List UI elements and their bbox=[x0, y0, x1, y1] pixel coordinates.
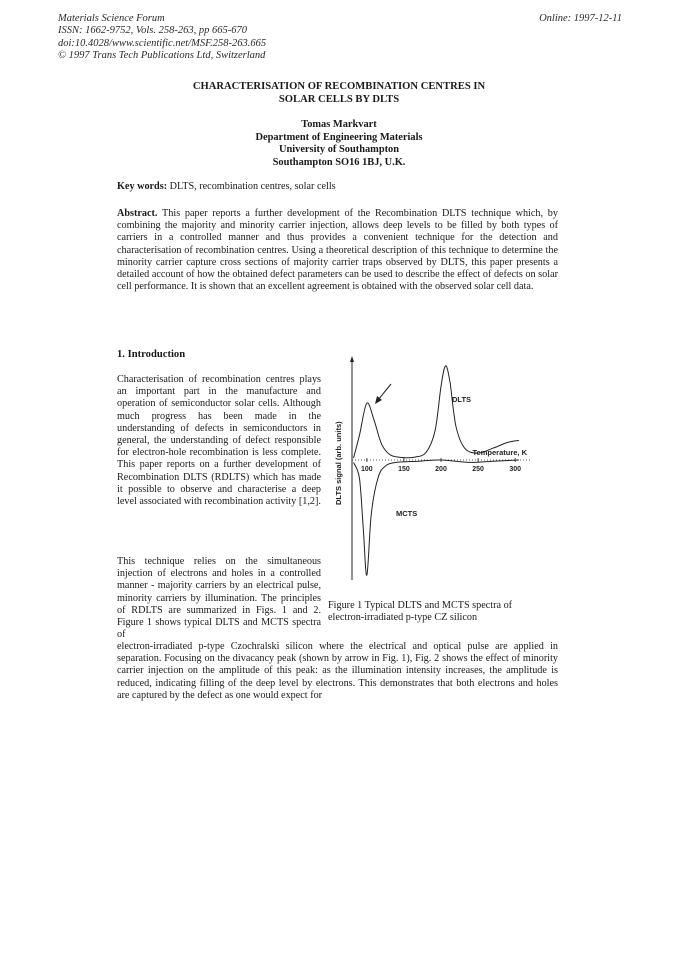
abstract-text: This paper reports a further development of the Recombination DLTS technique which, by combining the majority and minority carrier injection, allows deep levels to be filled by both types of carriers in a controlled manner and thus provides a convenient technique for the detection and characterisation of recombination centres. Using a theoretical description of this technique to determine the minority carrier capture cross sections of majority carrier traps observed by DLTS, this paper presents a detailed account of how the obtained defect parameters can be used to describe the effect of defects on solar cell performance. It is shown that an excellent agreement is obtained with the observed solar cell data. bbox=[117, 208, 558, 293]
issn-line: ISSN: 1662-9752, Vols. 258-263, pp 665-670 bbox=[58, 25, 247, 37]
x-tick-label-100: 100 bbox=[360, 466, 373, 473]
mcts-label: MCTS bbox=[396, 509, 418, 518]
section-heading bbox=[117, 349, 185, 360]
affiliation-dept: Department of Engineering Materials bbox=[255, 131, 423, 143]
intro-paragraph-2b: electron-irradiated p-type Czochralski silicon where the electrical and optical pulse are applied in separation. Focusing on the divacancy peak (shown by arrow in Fig. 1), Fig. 2 shows the effect of minority carrier injection on the amplitude of this peak: as the illumination intensity increases, the amplitude is reduced, indicating filling of the deep level by electrons. This demonstrates that both electrons and holes are captured by the defect as one would expect for bbox=[117, 641, 558, 701]
keywords-text: DLTS, recombination centres, solar cells bbox=[169, 181, 336, 192]
author-name: Tomas Markvart bbox=[301, 119, 377, 130]
online-date: Online: 1997-12-11 bbox=[539, 13, 622, 24]
copyright-line: © 1997 Trans Tech Publications Ltd, Switzerland bbox=[58, 49, 266, 61]
keywords bbox=[117, 181, 557, 193]
intro-paragraph-1: Characterisation of recombination centres plays an important part in the manufacture and operation of semiconductor solar cells. Although much progress has been made in the understanding of defects in semiconductors in general, the understanding of defect responsible for electron-hole recombination is less complete. This paper reports on a further development of Recombination DLTS (RDLTS) which has made it possible to observe and characterise a deep level associated with recombination activity [1,2]. bbox=[117, 374, 321, 508]
dlts-label: DLTS bbox=[452, 395, 472, 404]
section-title: Introduction bbox=[127, 349, 186, 360]
paper-title bbox=[0, 80, 678, 106]
section-number: 1. bbox=[117, 349, 125, 360]
title-line-1: CHARACTERISATION OF RECOMBINATION CENTRES IN bbox=[192, 81, 486, 92]
intro-paragraph-2a: This technique relies on the simultaneous injection of electrons and holes in a controlled manner - majority carriers by an electrical pulse, minority carriers by illumination. The principles of RDLTS are summarized in Figs. 1 and 2. Figure 1 shows typical DLTS and MCTS spectra of bbox=[117, 556, 321, 641]
divacancy-arrow-shaft bbox=[378, 384, 391, 400]
dlts-series-line bbox=[354, 366, 519, 458]
y-axis-arrowhead bbox=[350, 356, 354, 362]
mcts-series-line bbox=[354, 460, 522, 575]
journal-name: Materials Science Forum bbox=[58, 13, 165, 24]
x-tick-label-150: 150 bbox=[398, 466, 410, 473]
doi-line: doi:10.4028/www.scientific.net/MSF.258-263.665 bbox=[58, 37, 267, 49]
abstract-label: Abstract. bbox=[117, 208, 158, 219]
author-block bbox=[0, 119, 678, 169]
affiliation-university: University of Southampton bbox=[278, 144, 400, 156]
keywords-label: Key words: bbox=[117, 181, 168, 192]
x-tick-label-300: 300 bbox=[509, 466, 522, 473]
divacancy-arrowhead bbox=[375, 396, 382, 404]
figure-caption: Figure 1 Typical DLTS and MCTS spectra of electron-irradiated p-type CZ silicon bbox=[328, 600, 513, 624]
x-tick-label-200: 200 bbox=[435, 466, 447, 473]
journal-header bbox=[58, 13, 418, 62]
x-tick-label-250: 250 bbox=[472, 466, 484, 473]
affiliation-address: Southampton SO16 1BJ, U.K. bbox=[272, 156, 406, 168]
title-line-2: SOLAR CELLS BY DLTS bbox=[278, 94, 400, 105]
figure-1-chart bbox=[330, 352, 538, 592]
abstract bbox=[117, 208, 558, 293]
x-axis-label: Temperature, K bbox=[472, 448, 527, 457]
y-axis-label: DLTS signal (arb. units) bbox=[334, 421, 343, 505]
